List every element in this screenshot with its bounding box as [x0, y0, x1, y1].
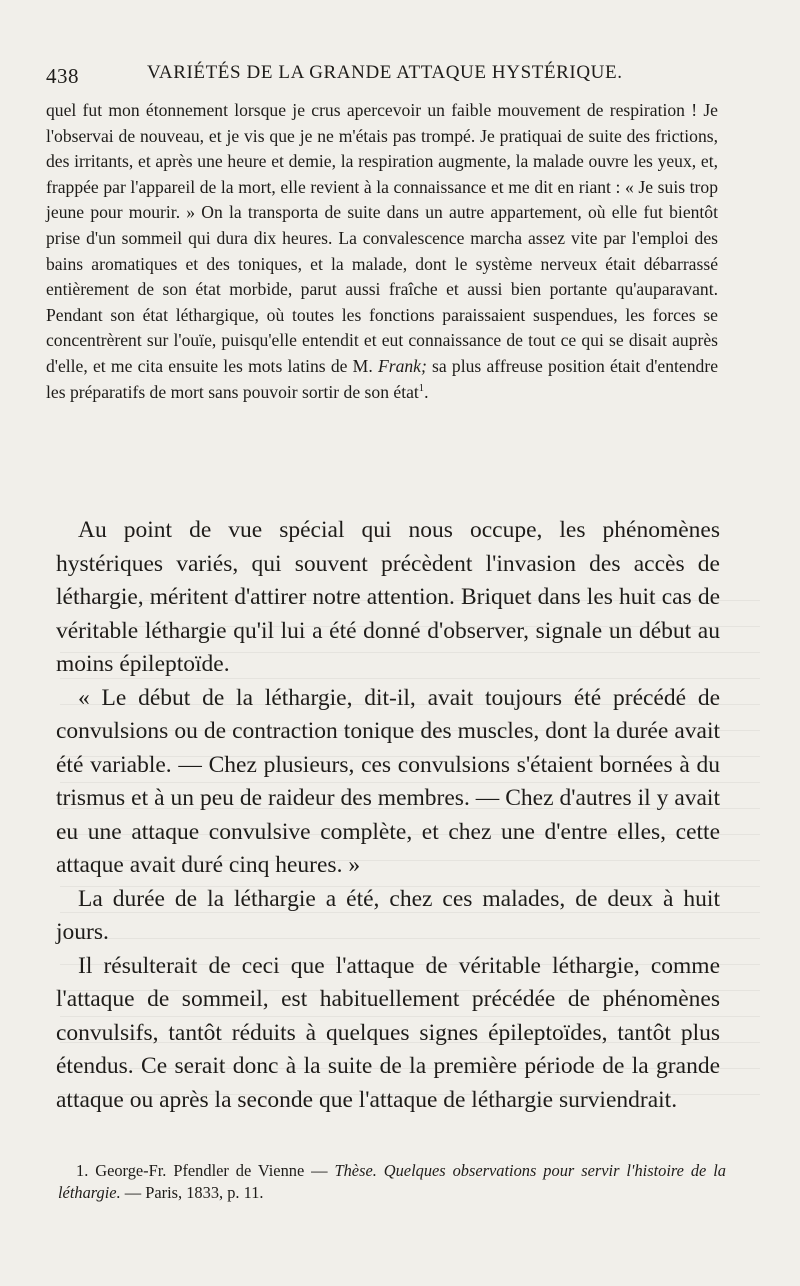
quoted-observation	[46, 98, 718, 405]
footnote-author: George-Fr. Pfendler de Vienne —	[88, 1161, 335, 1180]
footnote-reference: 1	[418, 382, 425, 394]
footnote-marker: 1.	[76, 1161, 89, 1180]
quote-end-punctuation: .	[424, 381, 429, 402]
footnote	[58, 1160, 726, 1204]
quote-cited-name: Frank;	[377, 355, 427, 376]
footnote-entry	[58, 1160, 726, 1204]
footnote-publication: — Paris, 1833, p. 11.	[120, 1183, 264, 1202]
footnote-title: Thèse. Quelques observations pour servir l'histoire de la léthargie.	[58, 1161, 727, 1202]
quote-text: quel fut mon étonnement lorsque je crus apercevoir un faible mouvement de respiration ! Je l'observai de nouveau, et je vis que je ne m'étais pas trompé. Je pratiquai de suite des frictions, des irritants, et après une heure et demie, la respiration augmente, la malade ouvre les yeux, et, frappée par l'appareil de la mort, elle revient à la connaissance et me dit en riant : « Je suis trop jeune pour mourir. » On la transporta de suite dans un autre appartement, où elle fut bientôt prise d'un sommeil qui dura dix heures. La convalescence marcha assez vite par l'emploi des bains aromatiques et des toniques, et la malade, dont le système nerveux était débarrassé entièrement de son état morbide, parut aussi fraîche et aussi bien portante qu'auparavant. Pendant son état léthargique, où toutes les fonctions paraissaient suspendues, les forces se concentrèrent sur l'ouïe, puisqu'elle entendit et eut connaissance de tout ce qui se disait auprès d'elle, et me cita ensuite les mots latins de M.	[46, 100, 718, 376]
quote-paragraph	[46, 98, 718, 405]
running-head	[46, 58, 726, 88]
running-title: VARIÉTÉS DE LA GRANDE ATTAQUE HYSTÉRIQUE.	[147, 62, 623, 83]
paragraph-4: Il résulterait de ceci que l'attaque de véritable léthargie, comme l'attaque de sommeil, est habituellement précédée de phénomènes convulsifs, tantôt réduits à quelques signes épileptoïdes, tantôt plus étendus. Ce serait donc à la suite de la première période de la grande attaque ou après la seconde que l'attaque de léthargie surviendrait.	[56, 952, 720, 1113]
main-text	[56, 514, 720, 1117]
paragraph-2: « Le début de la léthargie, dit-il, avait toujours été précédé de convulsions ou de contraction tonique des muscles, dont la durée avait été variable. — Chez plusieurs, ces convulsions s'étaient bornées à du trismus et à un peu de raideur des membres. — Chez d'autres il y avait eu une attaque convulsive complète, et chez une d'entre elles, cette attaque avait duré cinq heures. »	[56, 684, 720, 878]
paragraph-3: La durée de la léthargie a été, chez ces malades, de deux à huit jours.	[56, 885, 720, 945]
page-number: 438	[46, 64, 79, 88]
paragraph-1: Au point de vue spécial qui nous occupe, les phénomènes hystériques variés, qui souvent précèdent l'invasion des accès de léthargie, méritent d'attirer notre attention. Briquet dans les huit cas de véritable léthargie qu'il lui a été donné d'observer, signale un début au moins épileptoïde.	[56, 517, 720, 677]
quote-text-end: sa plus affreuse position était d'entendre les préparatifs de mort sans pouvoir sortir de son état	[46, 355, 719, 402]
